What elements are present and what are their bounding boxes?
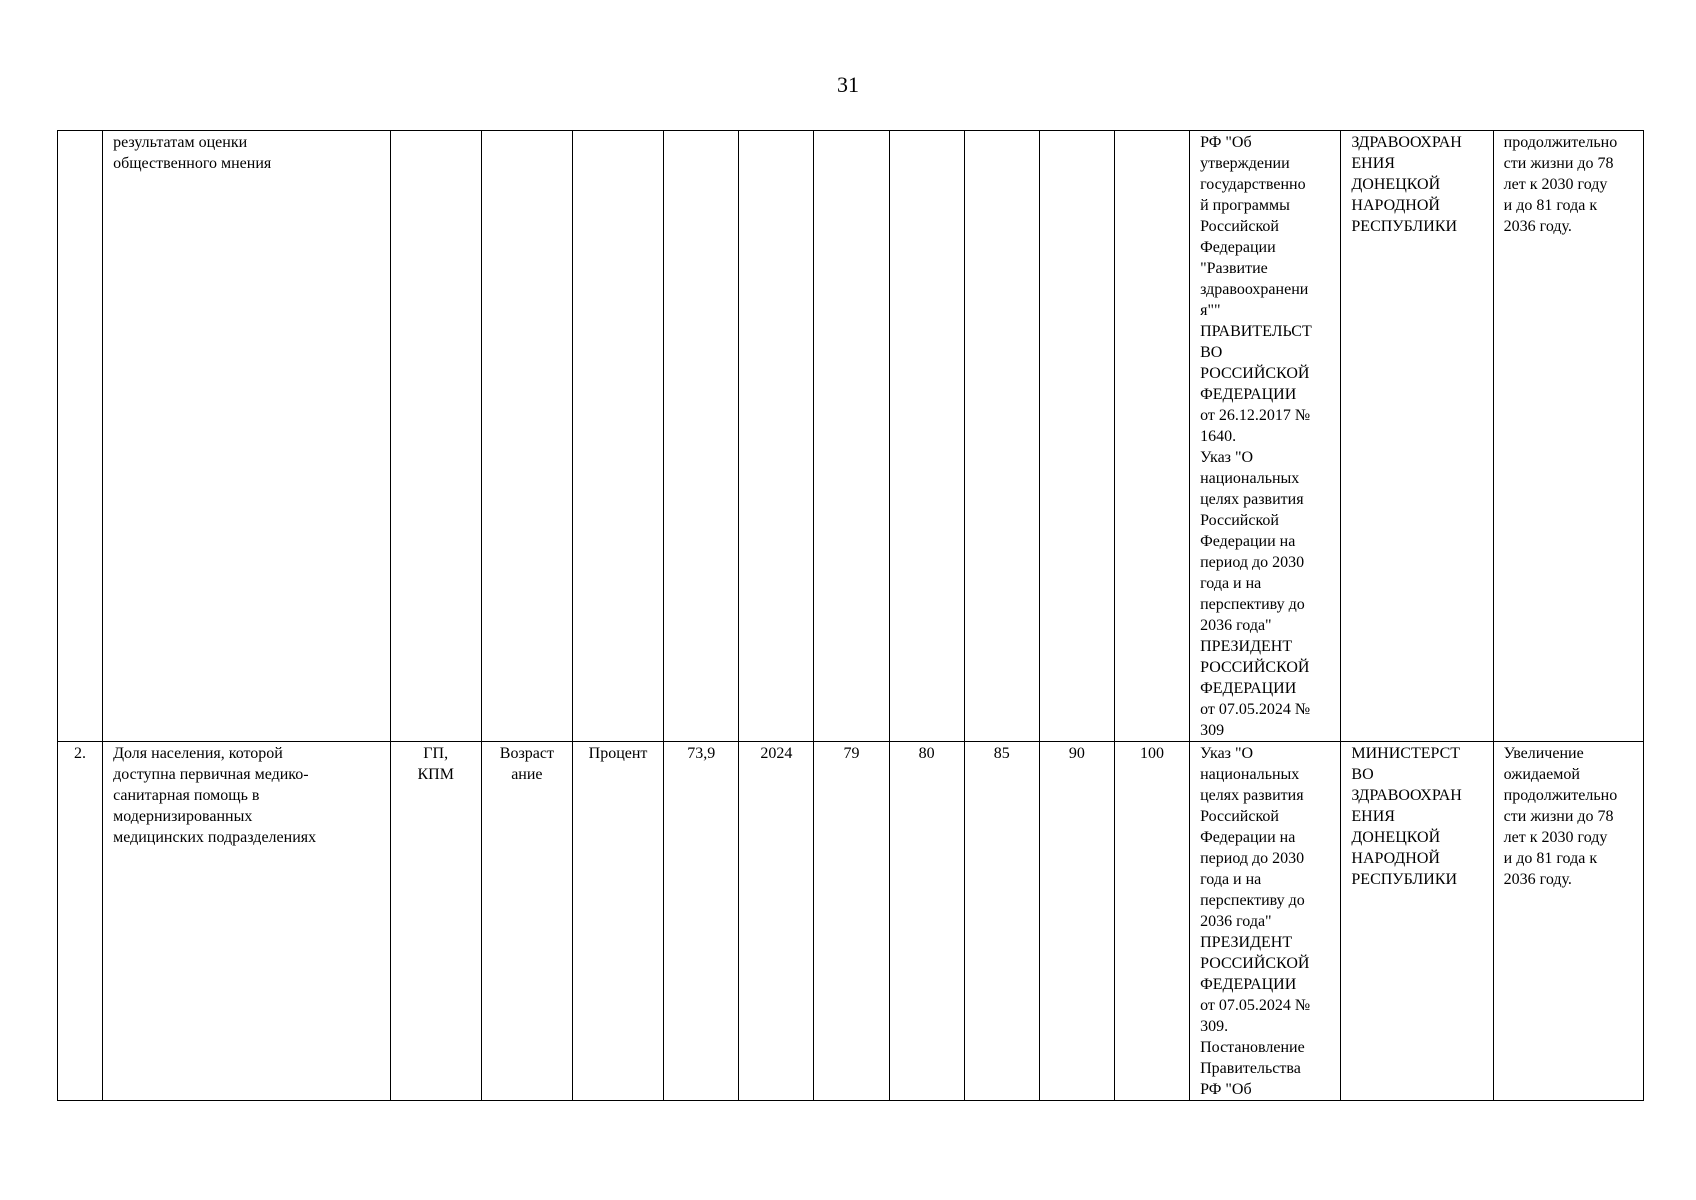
document-cell: Указ "О национальных целях развития Российской Федерации на период до 2030 года и на перспективу до 2036 года" ПРЕЗИДЕНТ РОССИЙСКОЙ ФЕДЕРАЦИИ от 07.05.2024 № 309. Постановление Правительства РФ "Об (1190, 742, 1341, 1101)
value-cell-2: 80 (889, 742, 964, 1101)
direction-cell: Возраст ание (481, 742, 572, 1101)
unit-cell (572, 131, 663, 742)
base-value-cell: 73,9 (664, 742, 739, 1101)
unit-cell: Процент (572, 742, 663, 1101)
indicator-type-cell (390, 131, 481, 742)
value-cell-3: 85 (964, 742, 1039, 1101)
indicator-type-cell: ГП, КПМ (390, 742, 481, 1101)
value-cell-5: 100 (1114, 742, 1189, 1101)
responsible-cell: МИНИСТЕРСТ ВО ЗДРАВООХРАН ЕНИЯ ДОНЕЦКОЙ НАРОДНОЙ РЕСПУБЛИКИ (1341, 742, 1493, 1101)
base-year-cell (739, 131, 814, 742)
table-row (58, 742, 1644, 1101)
value-cell-4 (1039, 131, 1114, 742)
goal-cell: продолжительно сти жизни до 78 лет к 2030 году и до 81 года к 2036 году. (1493, 131, 1643, 742)
goal-cell: Увеличение ожидаемой продолжительно сти жизни до 78 лет к 2030 году и до 81 года к 2036 году. (1493, 742, 1643, 1101)
value-cell-1 (814, 131, 889, 742)
value-cell-3 (964, 131, 1039, 742)
value-cell-5 (1114, 131, 1189, 742)
indicator-name-cell: Доля населения, которой доступна первичная медико- санитарная помощь в модернизированных медицинских подразделениях (103, 742, 391, 1101)
indicators-table (57, 130, 1644, 1101)
table-row (58, 131, 1644, 742)
value-cell-4: 90 (1039, 742, 1114, 1101)
row-number-cell: 2. (58, 742, 103, 1101)
direction-cell (481, 131, 572, 742)
row-number-cell (58, 131, 103, 742)
base-year-cell: 2024 (739, 742, 814, 1101)
responsible-cell: ЗДРАВООХРАН ЕНИЯ ДОНЕЦКОЙ НАРОДНОЙ РЕСПУБЛИКИ (1341, 131, 1493, 742)
document-cell: РФ "Об утверждении государственно й программы Российской Федерации "Развитие здравоохранени я"" ПРАВИТЕЛЬСТ ВО РОССИЙСКОЙ ФЕДЕРАЦИИ от 26.12.2017 № 1640. Указ "О национальных целях развития Российской Федерации на период до 2030 года и на перспективу до 2036 года" ПРЕЗИДЕНТ РОССИЙСКОЙ ФЕДЕРАЦИИ от 07.05.2024 № 309 (1190, 131, 1341, 742)
value-cell-1: 79 (814, 742, 889, 1101)
base-value-cell (664, 131, 739, 742)
indicator-name-cell: результатам оценки общественного мнения (103, 131, 391, 742)
page-number: 31 (837, 72, 859, 97)
value-cell-2 (889, 131, 964, 742)
